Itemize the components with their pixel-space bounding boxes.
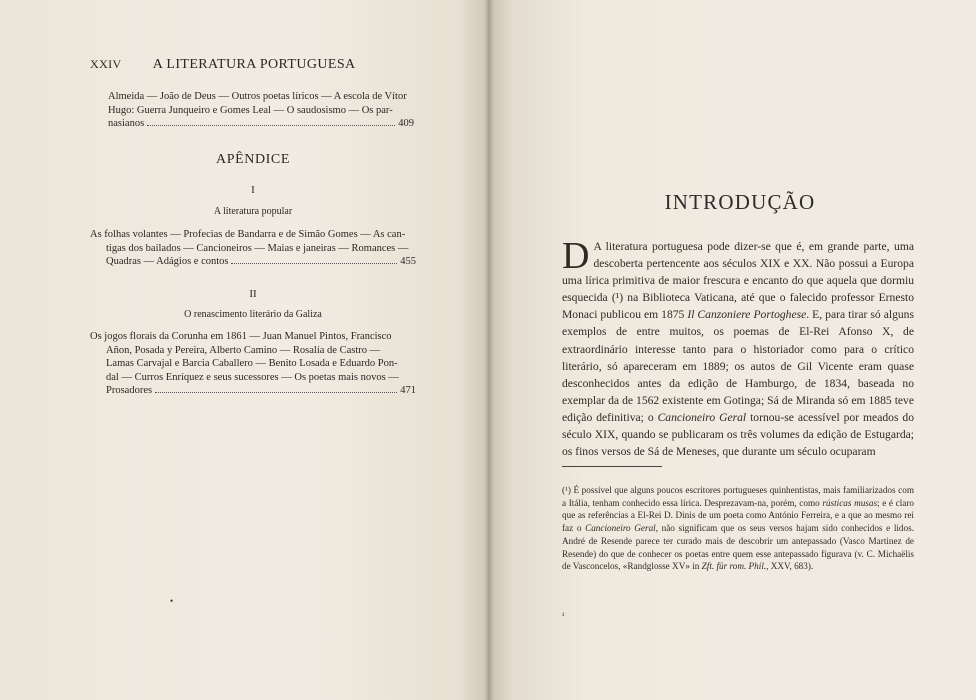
footnote-run: ; e é claro que as referências a El-Rei D. Dinis de um poeta como António Ferreira, e a que ao mesmo rei faz o: [562, 497, 914, 534]
footnote-italic-run: Zft. für rom. Phil.: [701, 561, 767, 572]
section-title: A literatura popular: [213, 206, 293, 217]
toc-line: Almeida — João de Deus — Outros poetas líricos — A escola de Vítor: [108, 91, 407, 102]
footnote-run: , XXV, 683).: [766, 561, 814, 572]
toc-entry-455: [90, 228, 416, 269]
toc-line: tigas dos bailados — Cancioneiros — Maias e janeiras — Romances —: [106, 242, 409, 254]
leader-dots: [155, 392, 397, 393]
toc-line: Prosadores: [106, 385, 153, 397]
toc-line: dal — Curros Enríquez e seus sucessores — Os poetas mais novos —: [106, 371, 399, 383]
footnote: [562, 484, 914, 573]
body-text-run: A literatura portuguesa pode dizer-se que é, em grande parte, uma descoberta pertencente aos séculos XIX e XX. Não possui a Europa uma lírica primitiva de maior frescura e encanto do que aquela que dormiu esquecida (¹) na Biblioteca Vaticana, até que o falecido professor Ernesto Monaci publicou em 1875: [562, 240, 914, 322]
body-paragraph: [562, 235, 915, 460]
toc-line: Añon, Posada y Pereira, Alberto Camino — Rosalía de Castro —: [106, 344, 381, 356]
section-numeral: II: [249, 288, 257, 300]
body-italic-run: Il Canzoniere Portoghese: [687, 308, 807, 322]
section-title: O renascimento literário da Galiza: [184, 309, 322, 320]
chapter-title: INTRODUÇÃO: [664, 190, 816, 214]
toc-entry-471: [90, 330, 416, 398]
running-head: [90, 57, 356, 73]
toc-line-last: [90, 384, 416, 398]
footnote-run: , não significam que os seus versos hajam sido conhecidos e lidos. André de Resende parece ter curado mais de descobrir um antepassado (Vasco Martinez de Resende) do que de conhecer os poetas entre quem esse antepassado figurava (v. C. Michaëlis de Vasconcelos, «Randglosse XV» in: [562, 523, 914, 572]
toc-page-number: 471: [400, 385, 416, 397]
leader-dots: [147, 125, 395, 126]
footnote-italic-run: rústicas musas: [822, 497, 878, 508]
toc-line: nasianos: [108, 118, 145, 130]
footnote-mark: ¹: [562, 611, 565, 620]
page-number: XXIV: [90, 57, 122, 71]
toc-line: Lamas Carvajal e Barcia Caballero — Benito Losada e Eduardo Pon-: [106, 358, 398, 370]
toc-page-number: 455: [400, 256, 416, 268]
toc-line-last: [90, 255, 416, 269]
body-text-run: tornou-se acessível por meados do século XIX, quando se publicaram os três volumes da edição de Estugarda; os finos versos de Sá de Meneses, que durante um século ocuparam: [562, 410, 915, 459]
page-mark: •: [170, 596, 174, 606]
appendix-heading: APÊNDICE: [215, 152, 291, 167]
book-gutter: [484, 0, 494, 700]
toc-page-number: 409: [398, 118, 414, 130]
body-italic-run: Cancioneiro Geral: [657, 410, 747, 424]
toc-line: As folhas volantes — Profecias de Bandarra e de Simão Gomes — As can-: [90, 229, 406, 240]
footnote-italic-run: Cancioneiro Geral: [585, 523, 656, 534]
toc-line: Os jogos florais da Corunha em 1861 — Juan Manuel Pintos, Francisco: [90, 331, 392, 342]
leader-dots: [231, 263, 397, 264]
toc-line-last: [108, 117, 414, 131]
footnote-rule: [562, 466, 662, 467]
toc-line: Hugo: Guerra Junqueiro e Gomes Leal — O saudosismo — Os par-: [108, 104, 393, 116]
footnote-run: (¹) É possível que alguns poucos escritores portugueses quinhentistas, mais familiarizados com a Itália, tenham conhecido essa lírica. Desprezavam-na, porém, como: [562, 485, 914, 508]
toc-line: Quadras — Adágios e contos: [106, 256, 229, 268]
running-head-title: A LITERATURA PORTUGUESA: [152, 57, 356, 72]
drop-cap: D: [562, 235, 590, 277]
toc-entry-409: [108, 90, 414, 131]
section-numeral: I: [251, 184, 255, 196]
body-text-run: . E, para tirar só alguns exemplos de entre muitos, os poemas de El-Rei Afonso X, de extraordinário interesse tanto para o historiador como para o crítico literário, só apareceram em 1889; os autos de Gil Vicente eram quase desconhecidos antes da edição de Hamburgo, de 1834, baseada no exemplar da de 1562 existente em Gotinga; Sá de Miranda só em 1885 teve edição definitiva; o: [562, 308, 914, 424]
